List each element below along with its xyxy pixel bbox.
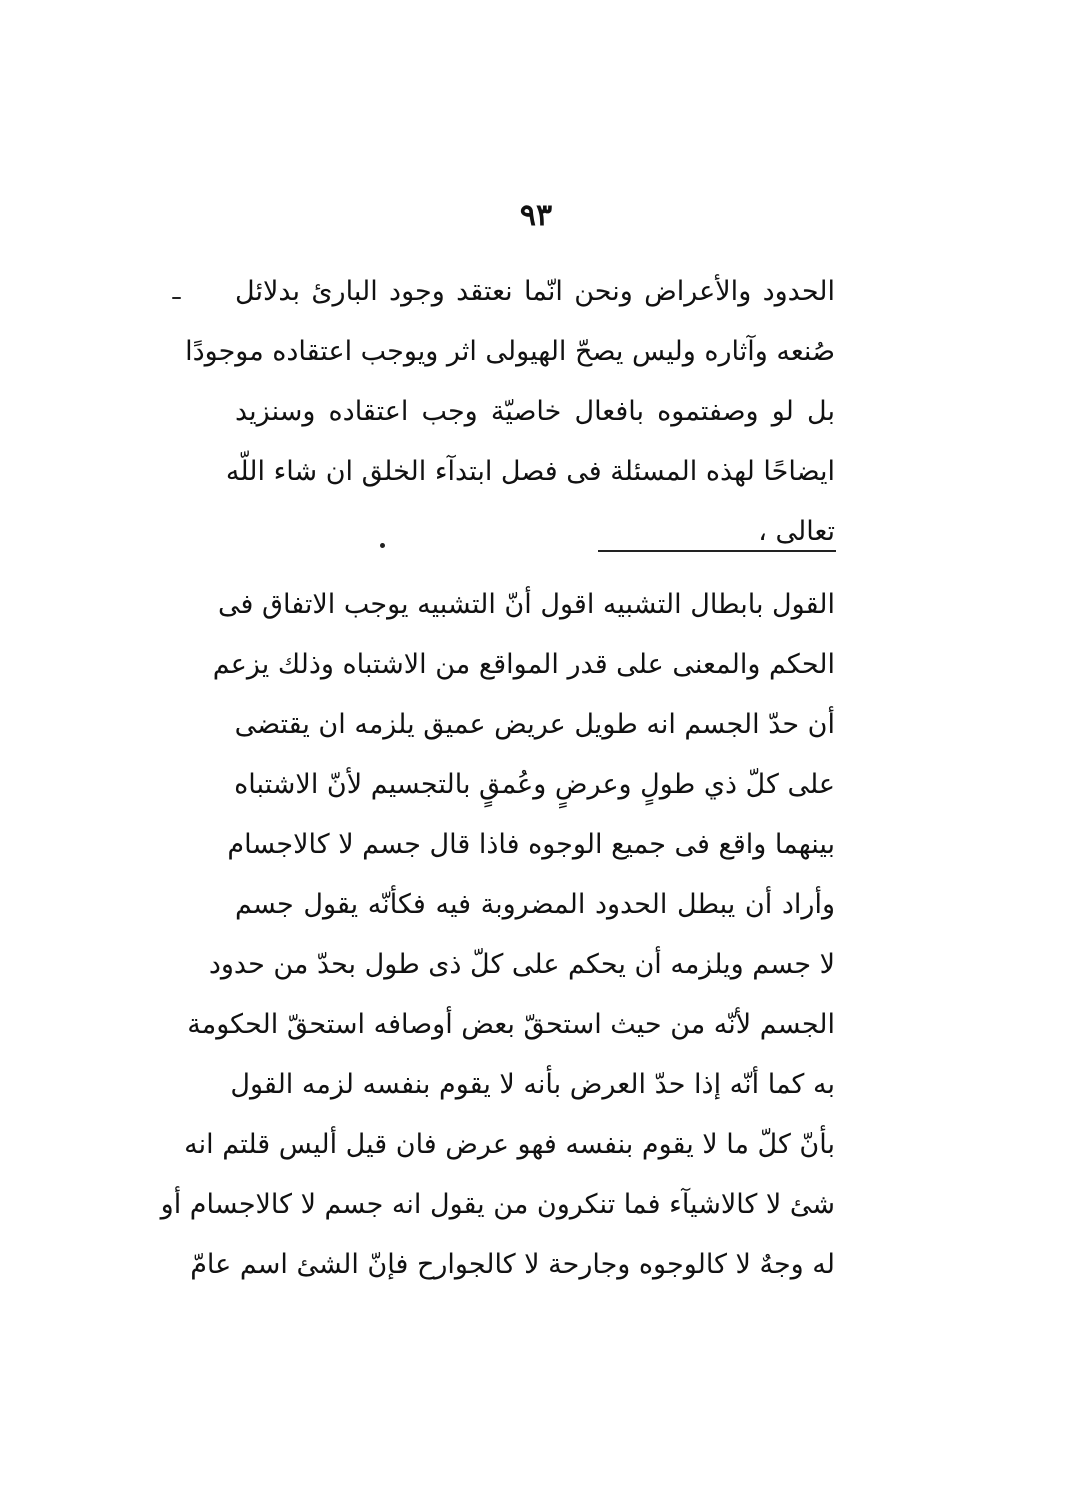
text-line: القول بابطال التشبيه اقول أنّ التشبيه يوجب الاتفاق فى [218, 589, 835, 620]
text-line: الحدود والأعراض ونحن انّما نعتقد وجود البارئ بدلائل [235, 276, 835, 307]
text-line: تعالى ، [758, 516, 835, 547]
text-line: بينهما واقع فى جميع الوجوه فاذا قال جسم لا كالاجسام [227, 829, 835, 860]
section-divider [598, 550, 836, 552]
text-line: بل لو وصفتموه بافعال خاصيّة وجب اعتقاده وسنزيد [235, 396, 835, 427]
text-line: أن حدّ الجسم انه طويل عريض عميق يلزمه ان يقتضى [234, 709, 835, 740]
text-line: شئ لا كالاشيآء فما تنكرون من يقول انه جسم لا كالاجسام أو [160, 1189, 835, 1220]
paragraph-2 [160, 575, 835, 1295]
text-line: صُنعه وآثاره وليس يصحّ الهيولى اثر ويوجب اعتقاده موجودًا [185, 336, 835, 367]
text-line: على كلّ ذي طولٍ وعرضٍ وعُمقٍ بالتجسيم لأنّ الاشتباه [234, 769, 835, 800]
text-line: بأنّ كلّ ما لا يقوم بنفسه فهو عرض فان قيل أليس قلتم انه [184, 1129, 835, 1160]
paragraph-1 [185, 262, 835, 562]
ink-speck [380, 543, 385, 548]
text-line: له وجهٌ لا كالوجوه وجارحة لا كالجوارح فإنّ الشئ اسم عامّ [190, 1249, 835, 1280]
text-line: ايضاحًا لهذه المسئلة فى فصل ابتدآء الخلق ان شاء اللّه [225, 456, 835, 487]
page-number: ٩٣ [519, 198, 553, 233]
text-line: لا جسم ويلزمه أن يحكم على كلّ ذى طول بحدّ من حدود [208, 949, 835, 980]
ink-speck [172, 297, 181, 299]
text-line: الحكم والمعنى على قدر المواقع من الاشتباه وذلك يزعم [212, 649, 835, 680]
text-line: به كما أنّه إذا حدّ العرض بأنه لا يقوم بنفسه لزمه القول [230, 1069, 835, 1100]
text-line: وأراد أن يبطل الحدود المضروبة فيه فكأنّه يقول جسم [235, 889, 835, 920]
text-line: الجسم لأنّه من حيث استحقّ بعض أوصافه استحقّ الحكومة [187, 1009, 835, 1040]
